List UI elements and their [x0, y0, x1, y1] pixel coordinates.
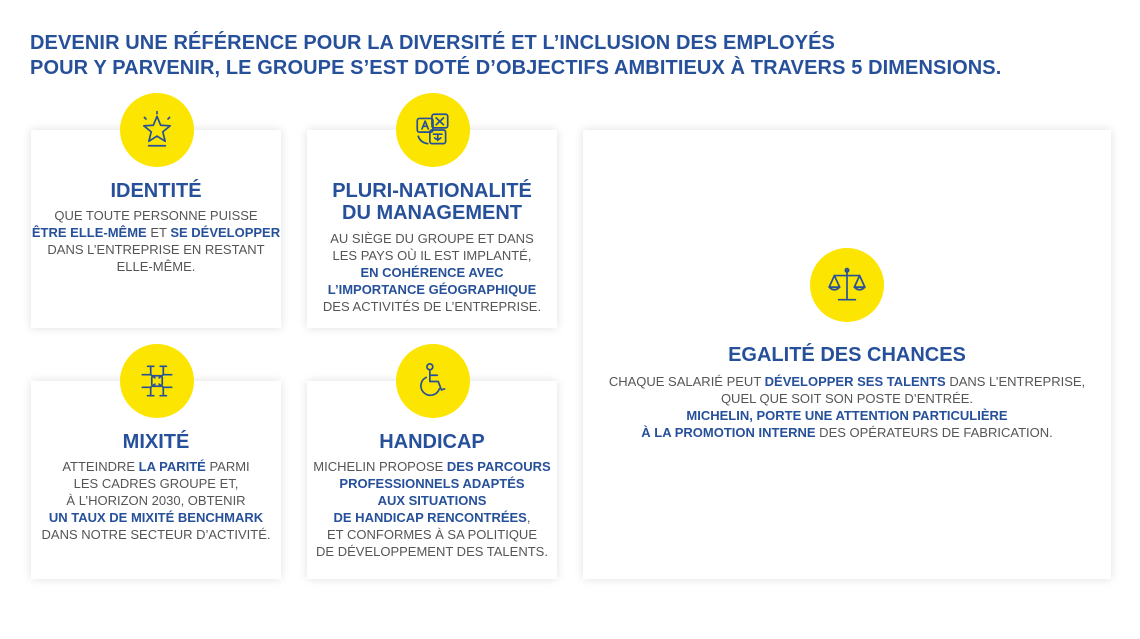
card-title: PLURI-NATIONALITÉ DU MANAGEMENT [332, 180, 532, 224]
page-header [30, 31, 1110, 81]
card-text: QUE TOUTE PERSONNE PUISSE ÊTRE ELLE-MÊME ET SE DÉVELOPPER DANS L’ENTREPRISE EN RESTANT ELLE-MÊME. [31, 208, 281, 274]
header-line-1: DEVENIR UNE RÉFÉRENCE POUR LA DIVERSITÉ ET L’INCLUSION DES EMPLOYÉS [30, 32, 835, 54]
card-text: AU SIÈGE DU GROUPE ET DANS LES PAYS OÙ IL EST IMPLANTÉ, EN COHÉRENCE AVEC L’IMPORTANCE GÉOGRAPHIQUE DES ACTIVITÉS DE L’ENTREPRISE. [322, 231, 542, 314]
pluri-icon-circle [396, 93, 470, 167]
card-egalite-des-chances [583, 130, 1111, 579]
scales-icon [826, 264, 868, 306]
card-text: CHAQUE SALARIÉ PEUT DÉVELOPPER SES TALENTS DANS L’ENTREPRISE, QUEL QUE SOIT SON POSTE D’ENTRÉE. MICHELIN, PORTE UNE ATTENTION PARTICULIÈRE À LA PROMOTION INTERNE DES OPÉRATEURS DE FABRICATION. [608, 374, 1086, 440]
handicap-icon-circle [396, 344, 470, 418]
identite-icon-circle [120, 93, 194, 167]
mixite-icon-circle [120, 344, 194, 418]
card-title: HANDICAP [379, 431, 485, 453]
star-icon [136, 109, 178, 151]
card-title: IDENTITÉ [110, 180, 202, 202]
wheelchair-icon [412, 360, 454, 402]
header-line-2: POUR Y PARVENIR, LE GROUPE S’EST DOTÉ D’OBJECTIFS AMBITIEUX À TRAVERS 5 DIMENSIONS. [30, 57, 1002, 79]
egalite-icon-circle [810, 248, 884, 322]
languages-icon [412, 109, 454, 151]
card-title: MIXITÉ [122, 431, 190, 453]
card-text: MICHELIN PROPOSE DES PARCOURS PROFESSIONNELS ADAPTÉS AUX SITUATIONS DE HANDICAP RENCONTRÉES, ET CONFORMES À SA POLITIQUE DE DÉVELOPPEMENT DES TALENTS. [313, 459, 551, 559]
card-title: EGALITÉ DES CHANCES [728, 344, 966, 366]
card-text: ATTEINDRE LA PARITÉ PARMI LES CADRES GROUPE ET, À L’HORIZON 2030, OBTENIR UN TAUX DE MIXITÉ BENCHMARK DANS NOTRE SECTEUR D’ACTIVITÉ. [41, 459, 271, 542]
joined-hands-icon [136, 360, 178, 402]
